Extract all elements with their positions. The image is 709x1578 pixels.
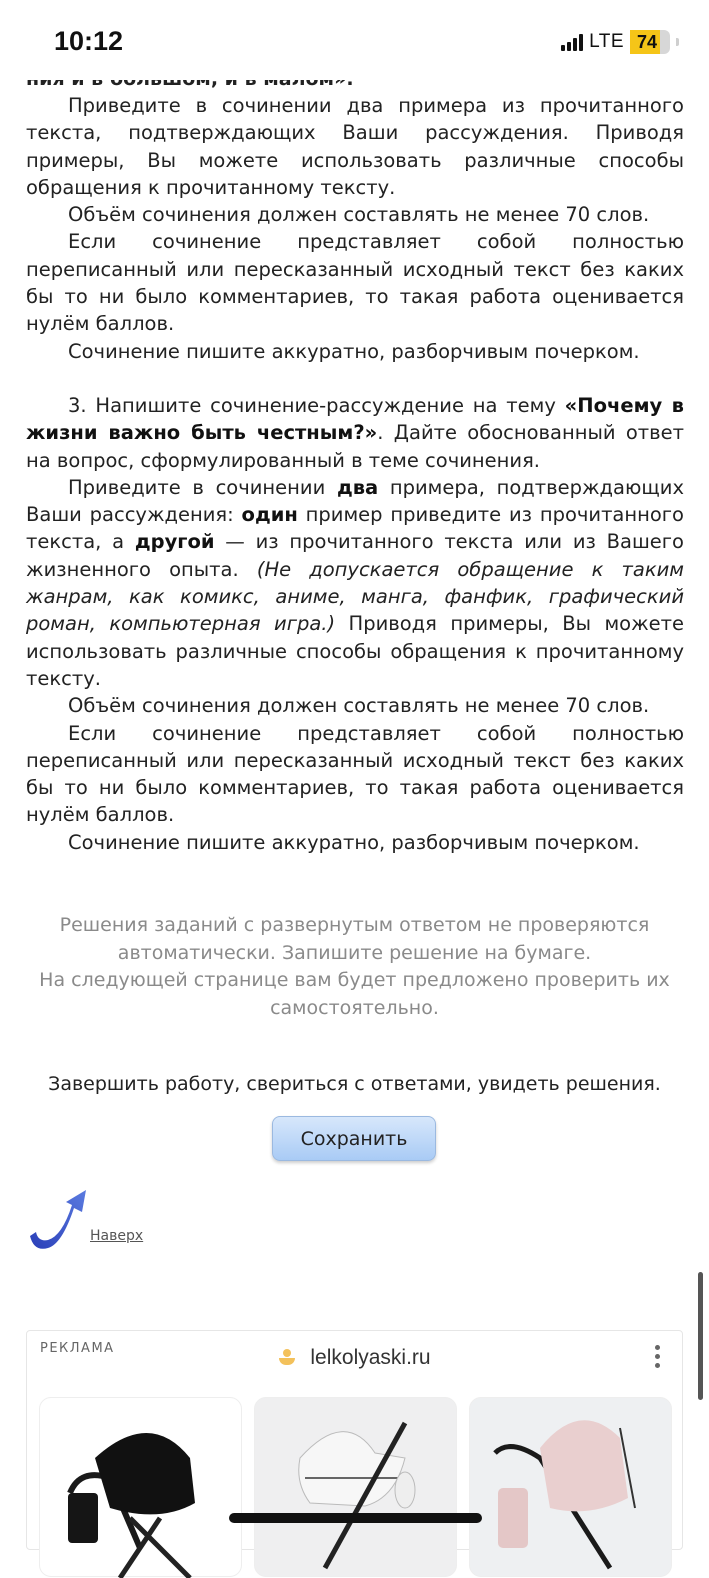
page-scrollbar[interactable]: [698, 1272, 703, 1400]
task3-intro-paragraph: 3. Напишите сочинение-рассуждение на тему «Почему в жизни важно быть честным?». Дайте обоснованный ответ на вопрос, сформулированный в теме сочинения.: [26, 393, 684, 472]
task3-rewrite-paragraph: Если сочинение представляет собой полностью переписанный или пересказанный исходный текст без каких бы то ни было комментариев, то такая работа оценивается нулём баллов.: [26, 721, 684, 827]
stroller-image: [255, 1398, 458, 1578]
curved-up-arrow-icon[interactable]: [26, 1186, 92, 1256]
status-time: 10:12: [54, 26, 124, 56]
ad-domain[interactable]: lelkolyaski.ru: [27, 1346, 682, 1370]
status-bar: [0, 0, 709, 80]
manual-check-notice: Решения заданий с развернутым ответом не проверяются автоматически. Запишите решение на бумаге. На следующей странице вам будет предложено проверить их самостоятельно.: [39, 914, 670, 1019]
task3-handwriting-paragraph: Сочинение пишите аккуратно, разборчивым почерком.: [68, 830, 640, 854]
stroller-image: [470, 1398, 673, 1578]
save-button[interactable]: Сохранить: [272, 1116, 436, 1161]
battery-percent: 74: [636, 31, 658, 52]
battery-cap: [676, 38, 679, 46]
ad-more-options-icon[interactable]: [655, 1345, 660, 1368]
stroller-image: [40, 1398, 243, 1578]
task2-handwriting-paragraph: Сочинение пишите аккуратно, разборчивым почерком.: [68, 339, 640, 363]
ad-tile-white-stroller[interactable]: [254, 1397, 457, 1577]
back-to-top[interactable]: [26, 1186, 143, 1256]
task-instructions: [26, 92, 684, 856]
cellular-signal-icon: [561, 33, 583, 51]
task3-examples-paragraph: Приведите в сочинении два примера, подтверждающих Ваши рассуждения: один пример приведите из прочитанного текста, а другой — из прочитанного текста или из Вашего жизненного опыта. (Не допускается обращение к таким жанрам, как комикс, аниме, манга, фанфик, графический роман, компьютерная игра.) Приводя примеры, Вы можете использовать различные способы обращения к прочитанному тексту.: [26, 475, 685, 690]
ad-label: РЕКЛАМА: [40, 1341, 115, 1356]
network-type: LTE: [589, 31, 624, 52]
status-indicators: [561, 30, 679, 54]
ad-tile-pink-stroller[interactable]: [469, 1397, 672, 1577]
cutoff-text-line: [26, 80, 446, 90]
task3-volume-paragraph: Объём сочинения должен составлять не менее 70 слов.: [68, 694, 650, 718]
ad-product-tiles: [39, 1397, 672, 1577]
task3-topic: «Почему в жизни важно быть честным?»: [26, 393, 684, 445]
finish-work-text: Завершить работу, свериться с ответами, увидеть решения.: [48, 1073, 661, 1095]
advertiser-logo-icon: [278, 1349, 296, 1367]
task2-volume-paragraph: Объём сочинения должен составлять не менее 70 слов.: [68, 203, 650, 227]
battery-icon: [630, 30, 670, 54]
ad-tile-black-stroller[interactable]: [39, 1397, 242, 1577]
to-top-link[interactable]: Наверх: [90, 1228, 144, 1244]
task2-examples-paragraph: Приведите в сочинении два примера из прочитанного текста, подтверждающих Ваши рассуждения. Приводя примеры, Вы можете использовать различные способы обращения к прочитанному тексту.: [26, 94, 684, 199]
genre-restriction-note: (Не допускается обращение к таким жанрам, как комикс, аниме, манга, фанфик, графический роман, компьютерная игра.): [26, 557, 684, 636]
home-indicator[interactable]: [229, 1513, 482, 1523]
task2-rewrite-paragraph: Если сочинение представляет собой полностью переписанный или пересказанный исходный текст без каких бы то ни было комментариев, то такая работа оценивается нулём баллов.: [26, 230, 684, 336]
